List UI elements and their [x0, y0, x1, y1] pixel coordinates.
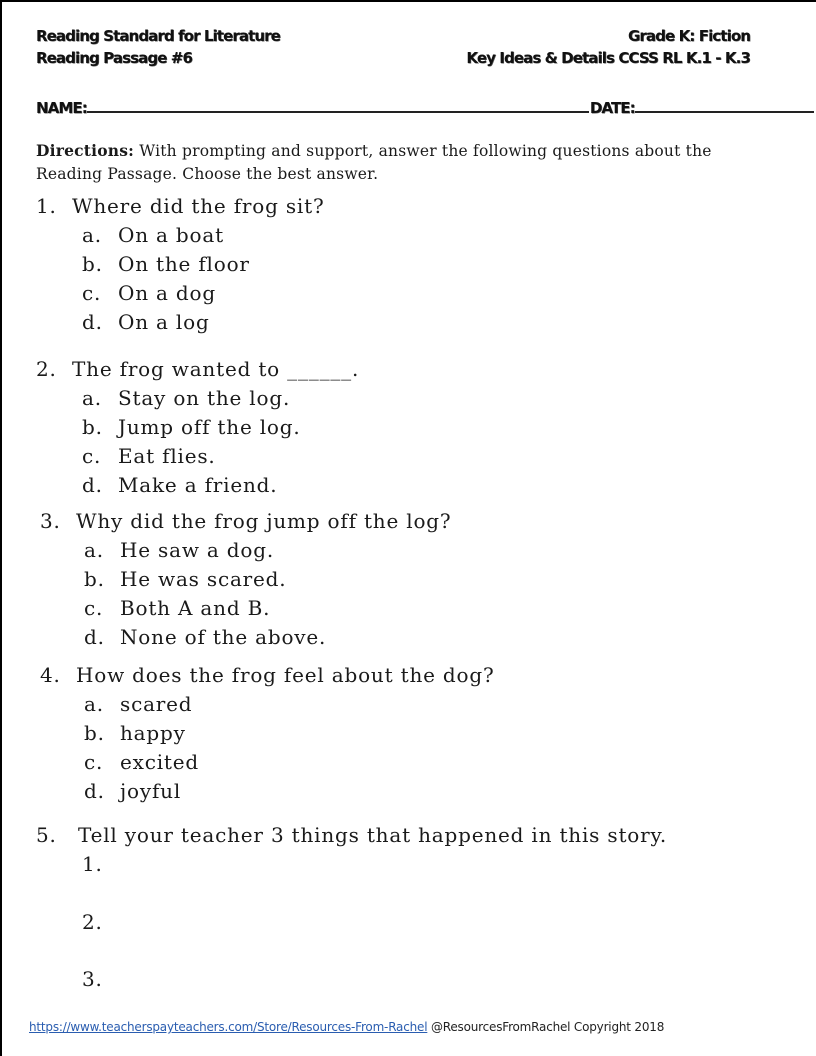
- standards-label: Key Ideas & Details CCSS RL K.1 - K.3: [466, 49, 750, 67]
- option-text: He was scared.: [120, 567, 287, 591]
- question-text: Why did the frog jump off the log?: [76, 509, 452, 533]
- answer-option-a[interactable]: [82, 384, 359, 413]
- store-link[interactable]: https://www.teacherspayteachers.com/Store/Resources-From-Rachel: [29, 1020, 428, 1034]
- option-letter: a.: [82, 223, 102, 247]
- option-text: Jump off the log.: [118, 415, 301, 439]
- option-text: None of the above.: [120, 625, 327, 649]
- footer: [29, 1020, 664, 1034]
- answer-options: [40, 690, 495, 806]
- option-letter: b.: [82, 252, 103, 276]
- answer-option-c[interactable]: [82, 279, 324, 308]
- answer-options: [36, 384, 359, 500]
- answer-option-c[interactable]: [84, 594, 451, 623]
- question-number: 2.: [36, 357, 57, 381]
- option-text: Stay on the log.: [118, 386, 291, 410]
- question-text: The frog wanted to ______.: [72, 357, 360, 381]
- option-text: On a log: [118, 310, 210, 334]
- grade-label: Grade K: Fiction: [628, 27, 750, 45]
- name-field[interactable]: [87, 97, 589, 113]
- option-letter: b.: [84, 567, 105, 591]
- answer-option-b[interactable]: [82, 250, 324, 279]
- answer-options: [36, 221, 324, 337]
- answer-option-a[interactable]: [82, 221, 324, 250]
- answer-option-d[interactable]: [84, 623, 451, 652]
- answer-option-a[interactable]: [84, 536, 451, 565]
- answer-option-d[interactable]: [84, 777, 495, 806]
- question-number: 3.: [40, 509, 61, 533]
- question-number: 4.: [40, 663, 61, 687]
- question-prompt: [40, 661, 495, 690]
- option-letter: d.: [82, 473, 103, 497]
- date-label: DATE:: [589, 99, 635, 117]
- option-letter: a.: [84, 538, 104, 562]
- option-letter: d.: [84, 779, 105, 803]
- option-text: joyful: [120, 779, 182, 803]
- directions-label: Directions:: [36, 141, 135, 160]
- copyright-text: @ResourcesFromRachel Copyright 2018: [427, 1020, 665, 1034]
- response-item-2[interactable]: 2.: [82, 909, 103, 934]
- header-right: [466, 25, 750, 69]
- response-item-3[interactable]: 3.: [82, 967, 103, 991]
- question-number: 5.: [36, 823, 57, 847]
- answer-option-a[interactable]: [84, 690, 495, 719]
- response-list: [36, 850, 667, 1023]
- question-prompt: [40, 507, 451, 536]
- option-text: Both A and B.: [120, 596, 271, 620]
- option-letter: a.: [84, 692, 104, 716]
- question-5: [36, 821, 667, 1023]
- option-letter: a.: [82, 386, 102, 410]
- passage-number: Reading Passage #6: [36, 49, 192, 67]
- option-letter: d.: [84, 625, 105, 649]
- option-letter: c.: [84, 596, 104, 620]
- option-letter: b.: [82, 415, 103, 439]
- option-letter: d.: [82, 310, 103, 334]
- question-prompt: [36, 821, 667, 850]
- header-left: [36, 25, 280, 69]
- question-text: How does the frog feel about the dog?: [76, 663, 495, 687]
- name-label: NAME:: [36, 99, 87, 117]
- answer-option-b[interactable]: [84, 565, 451, 594]
- directions: [36, 139, 736, 186]
- option-text: He saw a dog.: [120, 538, 274, 562]
- question-text: Tell your teacher 3 things that happened in this story.: [78, 823, 668, 847]
- option-letter: c.: [82, 444, 102, 468]
- answer-option-c[interactable]: [84, 748, 495, 777]
- question-text: Where did the frog sit?: [72, 194, 325, 218]
- question-number: 1.: [36, 194, 57, 218]
- name-date-row: [36, 97, 815, 119]
- answer-options: [40, 536, 451, 652]
- answer-option-c[interactable]: [82, 442, 359, 471]
- option-letter: b.: [84, 721, 105, 745]
- option-text: On a dog: [118, 281, 216, 305]
- question-2: [36, 355, 359, 500]
- standard-title: Reading Standard for Literature: [36, 27, 280, 45]
- question-prompt: [36, 192, 324, 221]
- question-3: [40, 507, 451, 652]
- answer-option-d[interactable]: [82, 308, 324, 337]
- question-1: [36, 192, 324, 337]
- question-4: [40, 661, 495, 806]
- option-text: Make a friend.: [118, 473, 278, 497]
- option-letter: c.: [84, 750, 104, 774]
- option-text: On a boat: [118, 223, 224, 247]
- question-prompt: [36, 355, 359, 384]
- option-text: Eat flies.: [118, 444, 216, 468]
- answer-option-b[interactable]: [82, 413, 359, 442]
- directions-text: With prompting and support, answer the following questions about the Reading Passage. Choose the best answer.: [36, 142, 712, 183]
- option-text: scared: [120, 692, 193, 716]
- answer-option-b[interactable]: [84, 719, 495, 748]
- answer-option-d[interactable]: [82, 471, 359, 500]
- date-field[interactable]: [635, 97, 814, 113]
- response-item-1[interactable]: 1.: [82, 852, 103, 876]
- option-text: happy: [120, 721, 186, 745]
- option-text: excited: [120, 750, 199, 774]
- option-text: On the floor: [118, 252, 250, 276]
- option-letter: c.: [82, 281, 102, 305]
